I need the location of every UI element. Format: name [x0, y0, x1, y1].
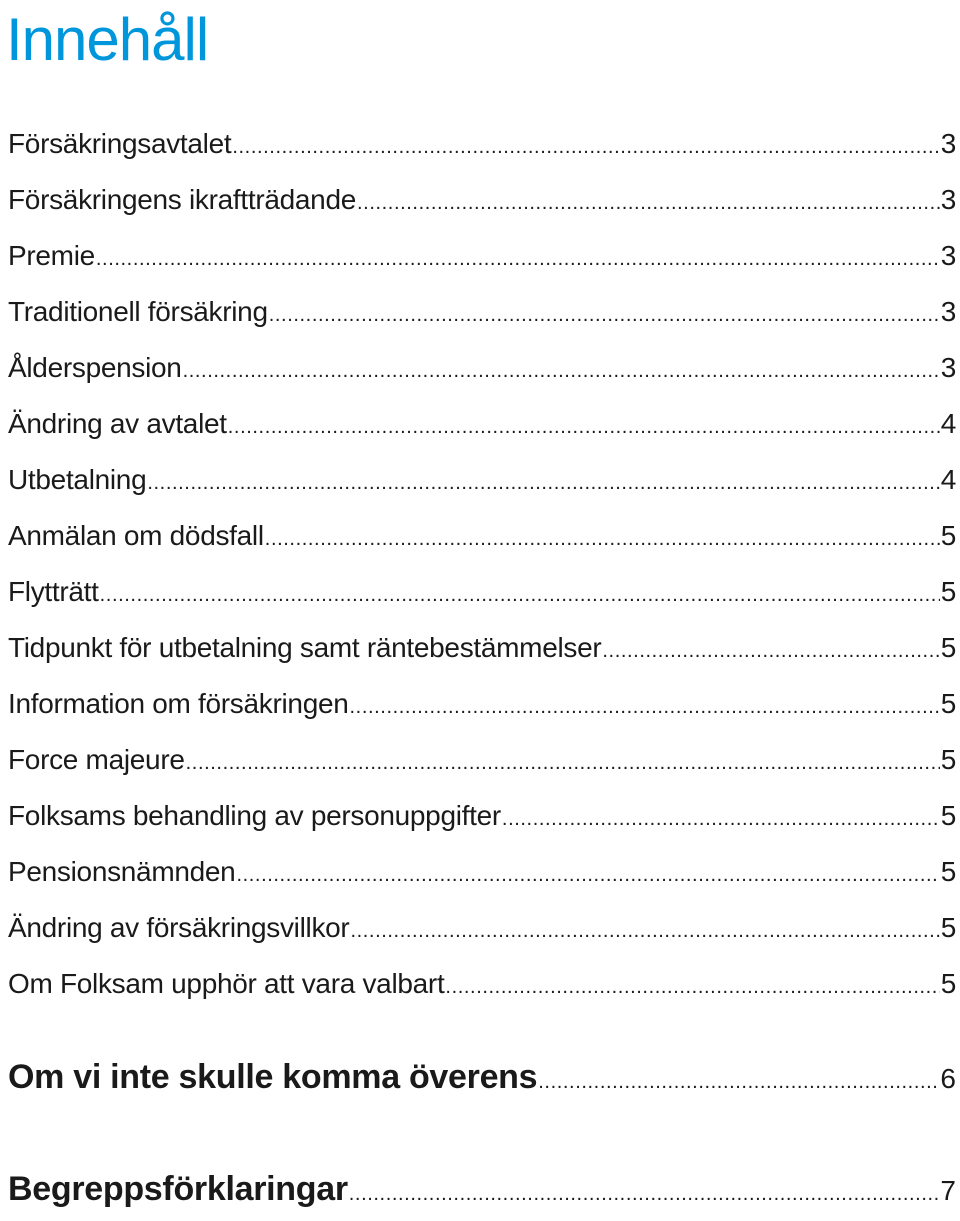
toc-page-number: 3 [940, 128, 956, 159]
toc-major-section-label: Begreppsförklaringar [8, 1170, 348, 1208]
toc-page-number: 5 [940, 968, 956, 999]
toc-entry-label: Premie [8, 240, 95, 271]
toc-entry[interactable] [8, 396, 956, 452]
dot-leader [100, 567, 940, 623]
toc-page-number: 5 [940, 520, 956, 551]
toc-entry[interactable] [8, 844, 956, 900]
toc-page-number: 4 [940, 464, 956, 495]
dot-leader [269, 287, 940, 343]
toc-entry-label: Ändring av avtalet [8, 408, 227, 439]
dot-leader [232, 119, 939, 175]
toc-entry[interactable] [8, 340, 956, 396]
dot-leader [350, 679, 940, 735]
toc-entry[interactable] [8, 956, 956, 1012]
toc-page-number: 3 [940, 240, 956, 271]
toc-page-number: 5 [940, 632, 956, 663]
dot-leader [96, 231, 940, 287]
toc-page-number: 7 [940, 1175, 956, 1206]
dot-leader [538, 1071, 939, 1094]
toc-entry[interactable] [8, 900, 956, 956]
toc-entry[interactable] [8, 508, 956, 564]
toc-entry-label: Om Folksam upphör att vara valbart [8, 968, 445, 999]
toc-entry[interactable] [8, 788, 956, 844]
dot-leader [186, 735, 940, 791]
dot-leader [349, 1183, 940, 1206]
toc-entry-label: Traditionell försäkring [8, 296, 268, 327]
toc-entry[interactable] [8, 228, 956, 284]
toc-entry-label: Utbetalning [8, 464, 147, 495]
toc-entry-label: Försäkringens ikraftträdande [8, 184, 356, 215]
dot-leader [350, 903, 939, 959]
dot-leader [502, 791, 940, 847]
toc-entry-label: Flytträtt [8, 576, 99, 607]
toc-entry-label: Force majeure [8, 744, 185, 775]
toc-page-number: 4 [940, 408, 956, 439]
toc-entry-label: Information om försäkringen [8, 688, 349, 719]
toc-page-number: 3 [940, 184, 956, 215]
dot-leader [228, 399, 940, 455]
toc-entry[interactable] [8, 116, 956, 172]
table-of-contents [8, 116, 956, 1012]
toc-page-number: 3 [940, 296, 956, 327]
toc-entry-label: Pensionsnämnden [8, 856, 236, 887]
toc-major-section[interactable] [8, 1170, 956, 1209]
toc-major-section-label: Om vi inte skulle komma överens [8, 1058, 538, 1096]
toc-page-number: 5 [940, 912, 956, 943]
toc-entry[interactable] [8, 620, 956, 676]
toc-entry[interactable] [8, 732, 956, 788]
toc-page-number: 5 [940, 744, 956, 775]
toc-entry-label: Ändring av försäkringsvillkor [8, 912, 350, 943]
toc-page-number: 5 [940, 856, 956, 887]
toc-page-number: 3 [940, 352, 956, 383]
toc-page-number: 5 [940, 688, 956, 719]
dot-leader [602, 623, 939, 679]
dot-leader [183, 343, 940, 399]
toc-entry[interactable] [8, 284, 956, 340]
toc-entry-label: Tidpunkt för utbetalning samt räntebestämmelser [8, 632, 602, 663]
dot-leader [445, 959, 939, 1015]
toc-entry-label: Försäkringsavtalet [8, 128, 232, 159]
toc-page-number: 6 [940, 1063, 956, 1094]
dot-leader [147, 455, 939, 511]
page-title: Innehåll [6, 6, 209, 73]
dot-leader [236, 847, 939, 903]
toc-entry-label: Anmälan om dödsfall [8, 520, 264, 551]
toc-page-number: 5 [940, 800, 956, 831]
toc-major-section[interactable] [8, 1058, 956, 1097]
toc-entry-label: Ålderspension [8, 352, 182, 383]
dot-leader [357, 175, 940, 231]
toc-page-number: 5 [940, 576, 956, 607]
toc-entry[interactable] [8, 676, 956, 732]
toc-entry[interactable] [8, 452, 956, 508]
toc-entry[interactable] [8, 564, 956, 620]
toc-entry-label: Folksams behandling av personuppgifter [8, 800, 501, 831]
dot-leader [265, 511, 940, 567]
toc-entry[interactable] [8, 172, 956, 228]
